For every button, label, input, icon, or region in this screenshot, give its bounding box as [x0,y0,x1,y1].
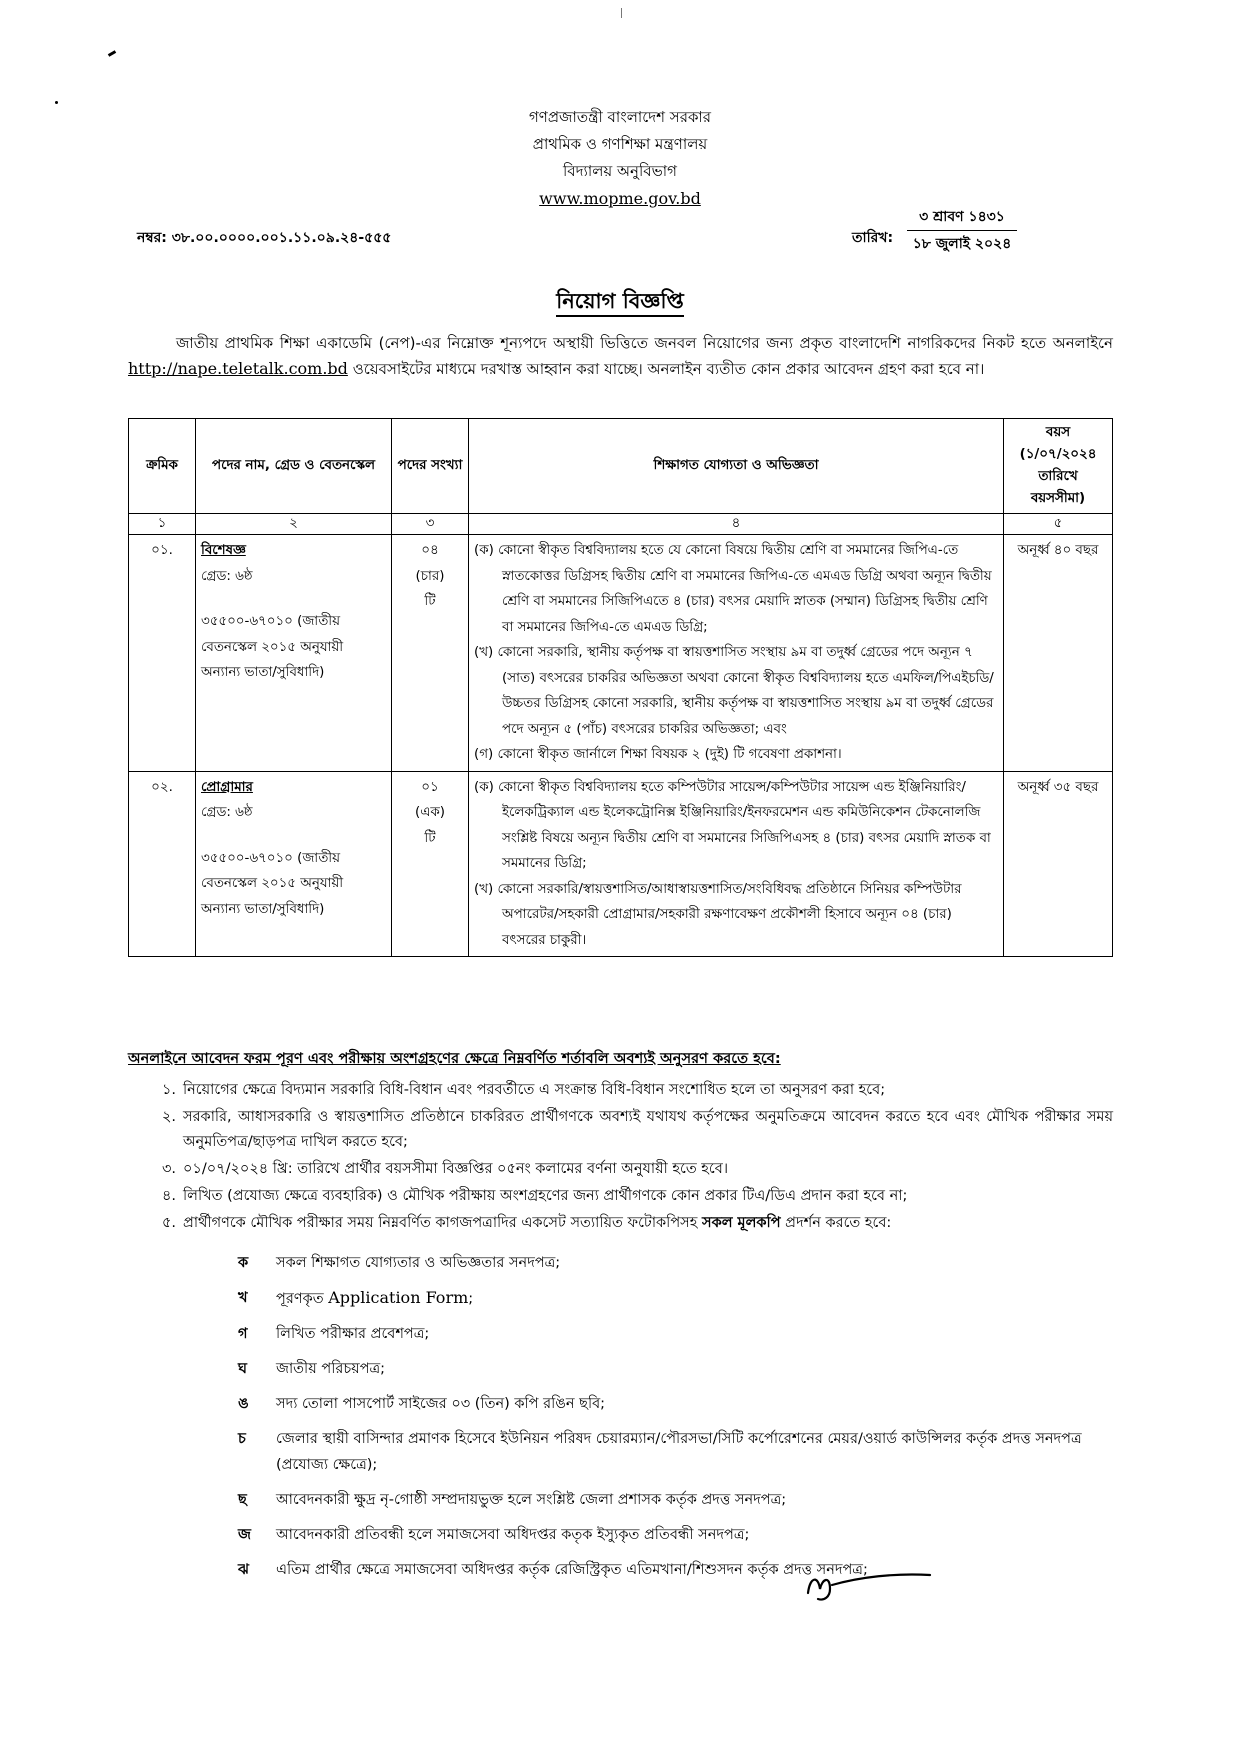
doc-text: সকল শিক্ষাগত যোগ্যতার ও অভিজ্ঞতার সনদপত্র; [276,1255,561,1271]
list-item [238,1250,1118,1276]
qualification-a: (ক) কোনো স্বীকৃত বিশ্ববিদ্যালয় হতে কম্পিউটার সায়েন্স/কম্পিউটার সায়েন্স এন্ড ইঞ্জিনিয়ারিং/ইলেকট্রিক্যাল এন্ড ইলেকট্রোনিক্স ইঞ্জিনিয়ারিং/ইনফরমেশন এন্ড কমিউনিকেশন টেকনোলজি সংশ্লিষ্ট বিষয়ে অন্যূন দ্বিতীয় শ্রেণি বা সমমানের সিজিপিএসহ ৪ (চার) বৎসর মেয়াদি স্নাতক বা সমমানের ডিগ্রি; [474,779,991,871]
list-item [128,1211,1113,1236]
vacancy-table [128,418,1113,957]
list-item [238,1487,1118,1513]
date-label: তারিখ: [852,230,894,246]
list-item [238,1426,1118,1478]
post-name: বিশেষজ্ঞ [201,543,246,558]
rule-text-end: প্রদর্শন করতে হবে: [785,1215,892,1231]
rule-text-bold: সকল মূলকপি [701,1215,781,1231]
signature-mark [800,1555,940,1615]
row-serial: ০২. [129,771,196,957]
doc-text: আবেদনকারী ক্ষুদ্র নৃ-গোষ্ঠী সম্প্রদায়ভুক্ত হলে সংশ্লিষ্ট জেলা প্রশাসক কর্তৃক প্রদত্ত সনদপত্র; [276,1492,787,1508]
doc-marker: খ [238,1290,248,1306]
doc-text: জাতীয় পরিচয়পত্র; [276,1361,386,1377]
rule-number: ৪. [162,1188,177,1204]
count-unit: টি [424,594,436,609]
row-qualification [469,771,1004,957]
doc-text: সদ্য তোলা পাসপোর্ট সাইজের ০৩ (তিন) কপি রঙিন ছবি; [276,1396,606,1412]
doc-marker: ক [238,1255,249,1271]
row-qualification [469,535,1004,772]
rule-text: প্রার্থীগণকে মৌখিক পরীক্ষার সময় নিম্নবর্ণিত কাগজপত্রাদির একসেট সত্যায়িত ফটোকপিসহ [183,1215,698,1231]
count-number: ০৪ [421,543,439,558]
list-item [238,1522,1118,1548]
rule-number: ২. [162,1109,177,1125]
doc-text: পূরণকৃত [276,1291,324,1307]
rule-text: নিয়োগের ক্ষেত্রে বিদ্যমান সরকারি বিধি-বিধান এবং পরবর্তীতে এ সংক্রান্ত বিধি-বিধান সংশোধিত হলে তা অনুসরণ করা হবে; [183,1082,886,1098]
count-number: ০১ [421,779,439,795]
row-count [392,771,469,957]
rule-number: ৫. [162,1215,177,1231]
notice-title-text: নিয়োগ বিজ্ঞপ্তি [556,289,684,317]
qualification-b: (খ) কোনো সরকারি, স্থানীয় কর্তৃপক্ষ বা স্বায়ত্তশাসিত সংস্থায় ৯ম বা তদুর্ধ্ব গ্রেডের পদে অন্যূন ৭ (সাত) বৎসরের চাকরির অভিজ্ঞতা অথবা কোনো স্বীকৃত বিশ্ববিদ্যালয় হতে এমফিল/পিএইচডি/উচ্চতর ডিগ্রিসহ কোনো সরকারি, স্থানীয় কর্তৃপক্ষ বা স্বায়ত্তশাসিত সংস্থায় ৯ম বা তদুর্ধ্ব গ্রেডের পদে অন্যূন ৫ (পাঁচ) বৎসরের চাকরির অভিজ্ঞতা; এবং [474,645,994,737]
memo-number: নম্বর: ৩৮.০০.০০০০.০০১.১১.০৯.২৪-৫৫৫ [137,230,392,246]
table-row [129,535,1113,772]
col-number: ৩ [392,514,469,535]
header-serial: ক্রমিক [129,419,196,514]
govt-name: গণপ্রজাতন্ত্রী বাংলাদেশ সরকার [528,108,712,126]
instructions-title: অনলাইনে আবেদন ফরম পূরণ এবং পরীক্ষায় অংশগ্রহণের ক্ষেত্রে নিম্নবর্ণিত শর্তাবলি অবশ্যই অনুসরণ করতে হবে: [128,1050,781,1067]
intro-paragraph [128,330,1113,382]
post-grade: গ্রেড: ৬ষ্ঠ [201,805,253,820]
table-row [129,771,1113,957]
header-post: পদের নাম, গ্রেড ও বেতনস্কেল [196,419,392,514]
date-divider [907,230,1017,231]
notice-title [0,285,1240,320]
documents-list [238,1250,1118,1592]
date-block [907,205,1017,256]
ministry-name: প্রাথমিক ও গণশিক্ষা মন্ত্রণালয় [532,135,708,153]
scan-tick [621,8,622,18]
row-post [196,535,392,772]
doc-text-english: Application Form [328,1288,469,1307]
col-number: ২ [196,514,392,535]
doc-marker: গ [238,1326,248,1342]
doc-marker: ঙ [238,1396,249,1412]
scan-speck [108,50,116,57]
rule-text: ০১/০৭/২০২৪ খ্রি: তারিখে প্রার্থীর বয়সসীমা বিজ্ঞপ্তির ০৫নং কলামের বর্ণনা অনুযায়ী হতে হবে। [183,1161,729,1177]
header-qualification: শিক্ষাগত যোগ্যতা ও অভিজ্ঞতা [469,419,1004,514]
col-number: ৫ [1004,514,1113,535]
col-number: ৪ [469,514,1004,535]
list-item [238,1557,1118,1583]
list-item [128,1078,1113,1103]
list-item [128,1157,1113,1182]
col-number: ১ [129,514,196,535]
division-name: বিদ্যালয় অনুবিভাগ [563,162,677,180]
count-words: (চার) [415,568,445,584]
doc-text: এতিম প্রার্থীর ক্ষেত্রে সমাজসেবা অধিদপ্তর কর্তৃক রেজিস্ট্রিকৃত এতিমখানা/শিশুসদন কর্তৃক প্রদত্ত সনদপত্র; [276,1562,868,1578]
application-website-link[interactable]: http://nape.teletalk.com.bd [128,359,348,378]
post-name: প্রোগ্রামার [201,779,253,795]
intro-text-2: ওয়েবসাইটের মাধ্যমে দরখাস্ত আহ্বান করা যাচ্ছে। অনলাইন ব্যতীত কোন প্রকার আবেদন গ্রহণ করা হবে না। [352,360,985,378]
doc-marker: ঝ [238,1562,249,1578]
row-count [392,535,469,772]
list-item [238,1285,1118,1312]
table-header-row [129,419,1113,514]
post-scale: ৩৫৫০০-৬৭০১০ (জাতীয় বেতনস্কেল ২০১৫ অনুযায়ী অন্যান্য ভাতা/সুবিধাদি) [201,850,344,917]
doc-text-end: ; [468,1291,474,1307]
qualification-b: (খ) কোনো সরকারি/স্বায়ত্তশাসিত/আধাস্বায়ত্তশাসিত/সংবিধিবদ্ধ প্রতিষ্ঠানে সিনিয়র কম্পিউটার অপারেটর/সহকারী প্রোগ্রামার/সহকারী রক্ষণাবেক্ষণ প্রকৌশলী হিসাবে অন্যূন ০৪ (চার) বৎসরের চাকুরী। [474,881,962,948]
date-english: ১৮ জুলাই ২০২৪ [912,236,1012,252]
list-item [128,1105,1113,1155]
row-serial: ০১. [129,535,196,772]
rule-number: ৩. [162,1161,177,1177]
column-number-row [129,514,1113,535]
doc-text: লিখিত পরীক্ষার প্রবেশপত্র; [276,1326,430,1342]
doc-text: জেলার স্থায়ী বাসিন্দার প্রমাণক হিসেবে ইউনিয়ন পরিষদ চেয়ারম্যান/পৌরসভা/সিটি কর্পোরেশনের মেয়র/ওয়ার্ড কাউন্সিলর কর্তৃক প্রদত্ত সনদপত্র (প্রযোজ্য ক্ষেত্রে); [276,1431,1082,1473]
ministry-website-link[interactable]: www.mopme.gov.bd [539,189,701,208]
rule-text: লিখিত (প্রযোজ্য ক্ষেত্রে ব্যবহারিক) ও মৌখিক পরীক্ষায় অংশগ্রহণের জন্য প্রার্থীগণকে কোন প্রকার টিএ/ডিএ প্রদান করা হবে না; [183,1188,908,1204]
doc-text: আবেদনকারী প্রতিবন্ধী হলে সমাজসেবা অধিদপ্তর কতৃক ইস্যুকৃত প্রতিবন্ধী সনদপত্র; [276,1527,750,1543]
list-item [238,1391,1118,1417]
doc-marker: চ [238,1431,246,1447]
letterhead [0,104,1240,212]
doc-marker: ঘ [238,1361,247,1377]
qualification-c: (গ) কোনো স্বীকৃত জার্নালে শিক্ষা বিষয়ক ২ (দুই) টি গবেষণা প্রকাশনা। [474,747,842,762]
rule-number: ১. [162,1082,177,1098]
row-age: অনূর্ধ্ব ৩৫ বছর [1004,771,1113,957]
list-item [128,1184,1113,1209]
row-age: অনূর্ধ্ব ৪০ বছর [1004,535,1113,772]
list-item [238,1321,1118,1347]
list-item [238,1356,1118,1382]
rule-text: সরকারি, আধাসরকারি ও স্বায়ত্তশাসিত প্রতিষ্ঠানে চাকরিরত প্রার্থীগণকে অবশ্যই যথাযথ কর্তৃপক্ষের অনুমতিক্রমে আবেদন করতে হবে এবং মৌখিক পরীক্ষার সময় অনুমতিপত্র/ছাড়পত্র দাখিল করতে হবে; [183,1109,1113,1150]
post-grade: গ্রেড: ৬ষ্ঠ [201,568,253,584]
date-bangla: ৩ শ্রাবণ ১৪৩১ [919,209,1005,225]
header-count: পদের সংখ্যা [392,419,469,514]
doc-marker: ছ [238,1492,247,1508]
qualification-a: (ক) কোনো স্বীকৃত বিশ্ববিদ্যালয় হতে যে কোনো বিষয়ে দ্বিতীয় শ্রেণি বা সমমানের জিপিএ-তে স্নাতকোত্তর ডিগ্রিসহ দ্বিতীয় শ্রেণি বা সমমানের জিপিএ-তে এমএড ডিগ্রি অথবা অন্যূন দ্বিতীয় শ্রেণি বা সমমানের সিজিপিএতে ৪ (চার) বৎসর মেয়াদি স্নাতক (সম্মান) ডিগ্রিসহ দ্বিতীয় শ্রেণি বা সমমানের জিপিএ-তে এমএড ডিগ্রি; [474,543,992,635]
header-age: বয়স (১/০৭/২০২৪ তারিখে বয়সসীমা) [1004,419,1113,514]
intro-text-1: জাতীয় প্রাথমিক শিক্ষা একাডেমি (নেপ)-এর নিম্নোক্ত শূন্যপদে অস্থায়ী ভিত্তিতে জনবল নিয়োগের জন্য প্রকৃত বাংলাদেশি নাগরিকদের নিকট হতে অনলাইনে [176,334,1113,352]
count-unit: টি [424,830,436,846]
doc-marker: জ [238,1527,251,1543]
post-scale: ৩৫৫০০-৬৭০১০ (জাতীয় বেতনস্কেল ২০১৫ অনুযায়ী অন্যান্য ভাতা/সুবিধাদি) [201,614,344,680]
count-words: (এক) [414,805,445,820]
row-post [196,771,392,957]
rules-list [128,1078,1113,1238]
